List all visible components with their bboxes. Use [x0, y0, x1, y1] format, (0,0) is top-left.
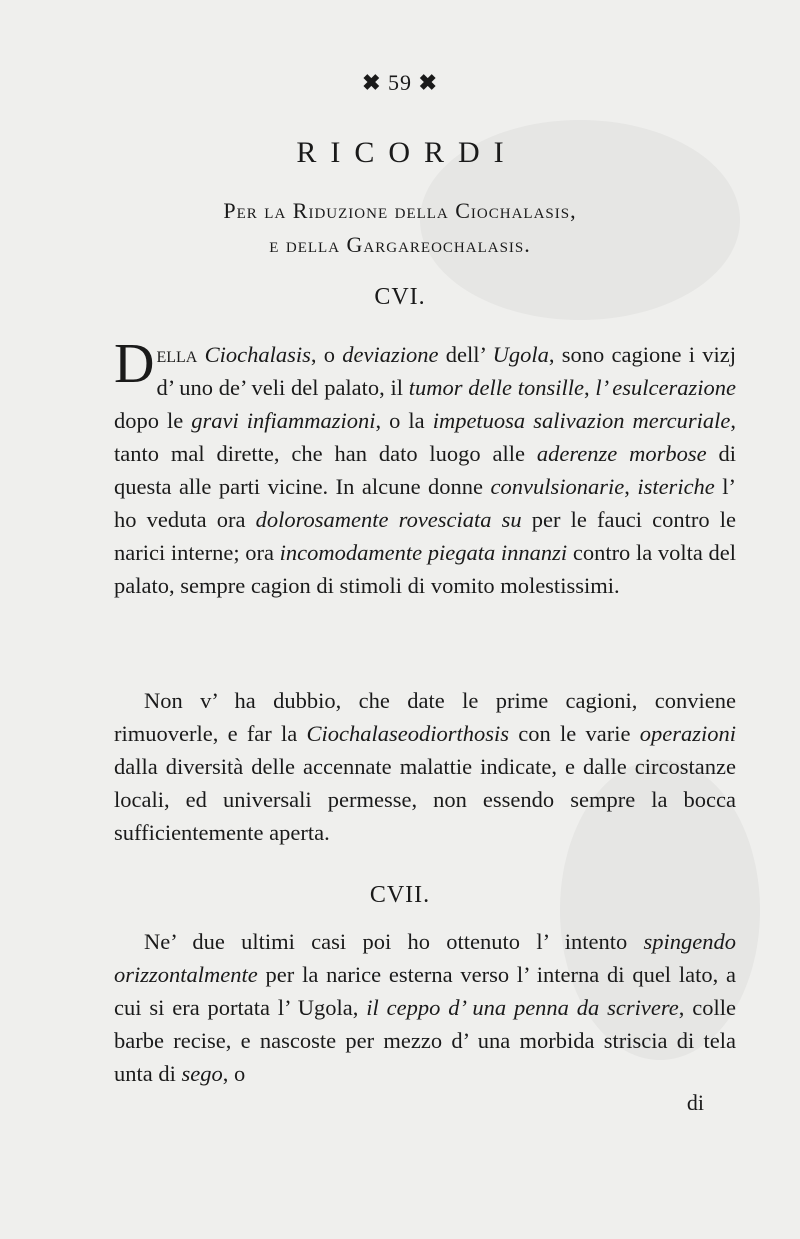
text-run: , tanto mal dirette, che han dato luogo alle: [114, 408, 736, 466]
text-run: , o: [222, 1061, 246, 1086]
italic-text-run: convulsionarie: [490, 474, 625, 499]
drop-cap: D: [114, 333, 155, 395]
ornament-right-icon: ✖: [418, 70, 438, 95]
text-run: , o la: [375, 408, 433, 433]
italic-text-run: Ugola: [492, 342, 549, 367]
text-run: [197, 342, 204, 367]
italic-text-run: incomodamente piegata innanzi: [279, 540, 568, 565]
italic-text-run: sego: [181, 1061, 223, 1086]
text-run: dalla diversità delle accennate malattie indicate, e dalle circostanze locali, ed universali permesse, non essendo sempre la bocca sufficientemente aperta.: [114, 754, 736, 845]
section-number-cvii: CVII.: [369, 882, 431, 908]
text-run: ,: [583, 375, 596, 400]
italic-text-run: l’ esulcerazione: [595, 375, 737, 400]
text-run: contro la volta del palato, sempre cagion di stimoli di vomito molestissimi.: [114, 540, 736, 598]
text-run: , o: [310, 342, 343, 367]
italic-text-run: il ceppo d’ una penna da scrivere: [366, 995, 679, 1020]
italic-text-run: impetuosa salivazion mercuriale: [432, 408, 731, 433]
italic-text-run: tumor delle tonsille: [408, 375, 584, 400]
subtitle-line-2: e della Gargareochalasis.: [269, 232, 531, 257]
text-run: dell’: [438, 342, 493, 367]
page-header: [0, 70, 800, 96]
text-run: Ne’ due ultimi casi poi ho ottenuto l’ intento: [144, 929, 644, 954]
text-run: con le varie: [509, 721, 640, 746]
text-run: , colle barbe recise, e nascoste per mezzo d’ una morbida striscia di tela unta di: [114, 995, 736, 1086]
italic-text-run: aderenze morbose: [536, 441, 707, 466]
subtitle-line-1: Per la Riduzione della Ciochalasis,: [223, 198, 577, 223]
italic-text-run: isteriche: [637, 474, 715, 499]
italic-text-run: Ciochalaseodiorthosis: [306, 721, 510, 746]
paragraph-cvii-1: [114, 925, 736, 1090]
text-run: l’ ho veduta ora: [114, 474, 737, 532]
text-run: Non v’ ha dubbio, che date le prime cagioni, conviene rimuoverle, e far la: [114, 688, 736, 746]
page-title: RICORDI: [296, 136, 518, 169]
text-run: per le fauci contro le narici interne; ora: [114, 507, 736, 565]
italic-text-run: deviazione: [342, 342, 439, 367]
text-run: per la narice esterna verso l’ interna di quel lato, a cui si era portata l’ Ugola,: [114, 962, 736, 1020]
page-number: 59: [388, 70, 412, 95]
italic-text-run: spingendo orizzontalmente: [114, 929, 736, 987]
section-number-cvi: CVI.: [374, 284, 426, 310]
italic-text-run: operazioni: [639, 721, 736, 746]
italic-text-run: dolorosamente rovesciata su: [255, 507, 522, 532]
paragraph-cvi-1: [114, 333, 737, 602]
text-run: dopo le: [114, 408, 192, 433]
lead-word: ella: [156, 342, 198, 367]
text-run: , sono cagione i vizj d’ uno de’ veli del palato, il: [156, 342, 737, 400]
ornament-left-icon: ✖: [362, 70, 382, 95]
paragraph-cvi-2: [114, 684, 736, 849]
text-run: di questa alle parti vicine. In alcune donne: [114, 441, 736, 499]
catchword: di: [686, 1090, 704, 1115]
text-run: ,: [624, 474, 638, 499]
italic-text-run: gravi infiammazioni: [191, 408, 376, 433]
italic-text-run: Ciochalasis: [204, 342, 311, 367]
